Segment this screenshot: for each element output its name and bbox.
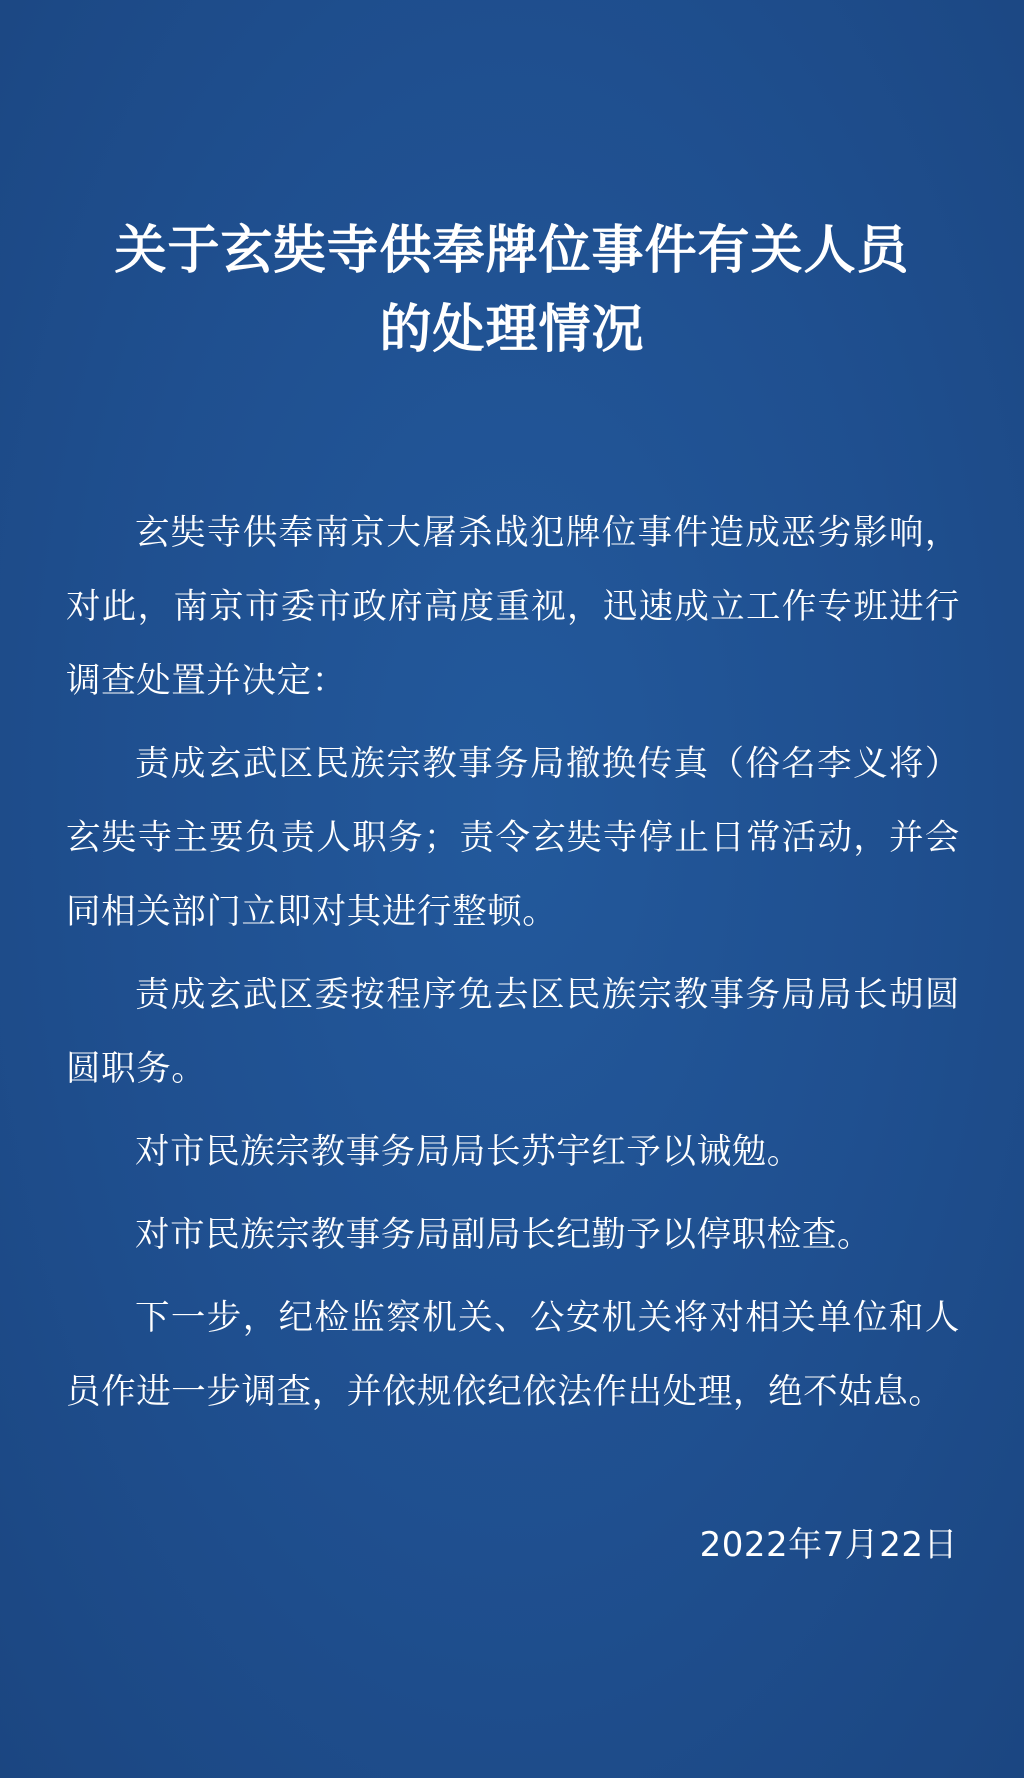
notice-title: [40, 212, 984, 370]
paragraph-district-director: 责成玄武区委按程序免去区民族宗教事务局局长胡圆圆职务。: [66, 975, 960, 1089]
paragraph-intro: 玄奘寺供奉南京大屠杀战犯牌位事件造成恶劣影响，对此，南京市委市政府高度重视，迅速成立工作专班进行调查处置并决定：: [66, 513, 960, 701]
notice-body: [66, 496, 960, 1438]
paragraph-next-steps: 下一步，纪检监察机关、公安机关将对相关单位和人员作进一步调查，并依规依纪依法作出处理，绝不姑息。: [66, 1298, 960, 1412]
title-line-1: 关于玄奘寺供奉牌位事件有关人员: [114, 221, 910, 281]
paragraph-city-director: 对市民族宗教事务局局长苏宇红予以诫勉。: [135, 1132, 802, 1172]
paragraph-temple-decision: 责成玄武区民族宗教事务局撤换传真（俗名李义将）玄奘寺主要负责人职务；责令玄奘寺停止日常活动，并会同相关部门立即对其进行整顿。: [66, 744, 960, 932]
paragraph-deputy-director: 对市民族宗教事务局副局长纪勤予以停职检查。: [135, 1215, 873, 1255]
title-line-2: 的处理情况: [379, 300, 645, 360]
notice-date: 2022年7月22日: [699, 1525, 958, 1565]
